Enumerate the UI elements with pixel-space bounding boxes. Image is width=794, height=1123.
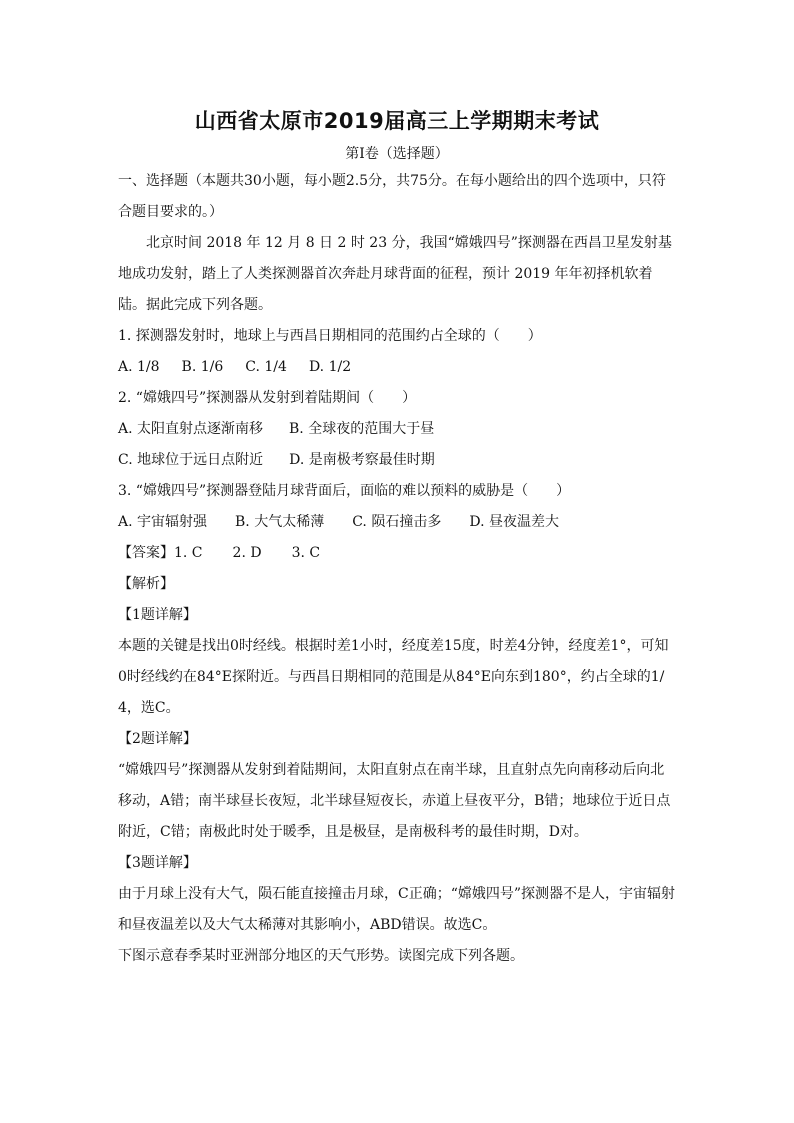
q2-option-b: B. 全球夜的范围大于昼	[289, 421, 435, 437]
q1-option-c: C. 1/4	[245, 359, 287, 375]
detail-2-text: “嫦娥四号”探测器从发射到着陆期间，太阳直射点在南半球，且直射点先向南移动后向北移动，A错；南半球昼长夜短，北半球昼短夜长，赤道上昼夜平分，B错；地球位于近日点附近，C错；南极此时处于暖季，且是极昼，是南极科考的最佳时期，D对。	[118, 762, 671, 840]
q2-option-a: A. 太阳直射点逐渐南移	[118, 421, 264, 437]
q1-option-b: B. 1/6	[181, 359, 224, 375]
answer-3: 3. C	[291, 545, 321, 561]
answer-2: 2. D	[232, 545, 262, 561]
question-2-options-row2	[118, 445, 676, 476]
detail-1-text: 本题的关键是找出0时经线。根据时差1小时，经度差15度，时差4分钟，经度差1°，可知0时经线约在84°E探附近。与西昌日期相同的范围是从84°E向东到180°，约占全球的1/4，选C。	[118, 638, 669, 716]
q1-option-a: A. 1/8	[118, 359, 160, 375]
question-1-stem: 1. 探测器发射时，地球上与西昌日期相同的范围约占全球的（ ）	[118, 328, 542, 344]
q2-option-c: C. 地球位于远日点附近	[118, 452, 264, 468]
question-2-options-row1	[118, 414, 676, 445]
detail-2-label: 【2题详解】	[118, 731, 197, 747]
q1-option-d: D. 1/2	[308, 359, 352, 375]
document-title: 山西省太原市2019届高三上学期期末考试	[194, 109, 600, 133]
answer-label: 【答案】1. C	[118, 545, 203, 561]
analysis-label: 【解析】	[118, 576, 174, 592]
passage-1: 北京时间 2018 年 12 月 8 日 2 时 23 分，我国“嫦娥四号”探测器在西昌卫星发射基地成功发射，踏上了人类探测器首次奔赴月球背面的征程，预计 2019 年年初择机软着陆。据此完成下列各题。	[118, 235, 672, 313]
q3-option-b: B. 大气太稀薄	[235, 514, 325, 530]
passage-2: 下图示意春季某时亚洲部分地区的天气形势。读图完成下列各题。	[118, 948, 524, 964]
document-subtitle: 第Ⅰ卷（选择题）	[345, 146, 449, 162]
detail-3-text: 由于月球上没有大气，陨石能直接撞击月球，C正确；“嫦娥四号”探测器不是人，宇宙辐射和昼夜温差以及大气太稀薄对其影响小，ABD错误。故选C。	[118, 886, 676, 933]
question-3-stem: 3. “嫦娥四号”探测器登陆月球背面后，面临的难以预料的威胁是（ ）	[118, 483, 571, 499]
q3-option-a: A. 宇宙辐射强	[118, 514, 208, 530]
q2-option-d: D. 是南极考察最佳时期	[289, 452, 435, 468]
answer-line	[118, 538, 676, 569]
question-1-options	[118, 352, 676, 383]
detail-3-label: 【3题详解】	[118, 855, 197, 871]
q3-option-c: C. 陨石撞击多	[352, 514, 442, 530]
detail-1-label: 【1题详解】	[118, 607, 197, 623]
question-2-stem: 2. “嫦娥四号”探测器从发射到着陆期间（ ）	[118, 390, 417, 406]
q3-option-d: D. 昼夜温差大	[469, 514, 559, 530]
section-intro: 一、选择题（本题共30小题，每小题2.5分，共75分。在每小题给出的四个选项中，只符合题目要求的。）	[118, 173, 666, 220]
question-3-options	[118, 507, 676, 538]
